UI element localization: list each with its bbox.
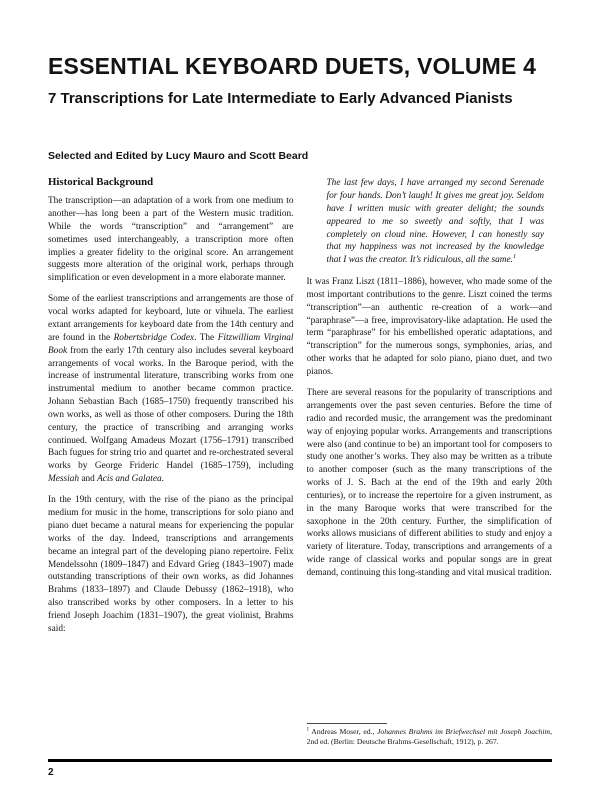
paragraph: In the 19th century, with the rise of the piano as the principal medium for music in the home, transcriptions for solo piano and piano duet became a natural means for experiencing the popular works of the day. Indeed, transcriptions and arrangements became an integral part of the developing piano repertoire. Felix Mendelssohn (1809–1847) and Edvard Grieg (1843–1907) made outstanding transcriptions of their own works, as did Johannes Brahms (1833–1897) and Claude Debussy (1862–1918), who also transcribed works by other composers. In a letter to his friend Joseph Joachim (1831–1907), the great violinist, Brahms said: — [48, 495, 294, 634]
byline: Selected and Edited by Lucy Mauro and Scott Beard — [48, 150, 309, 163]
page-title: ESSENTIAL KEYBOARD DUETS, VOLUME 4 — [48, 53, 537, 79]
paragraph: There are several reasons for the popularity of transcriptions and arrangements over the past seven centuries. Before the time of radio and recorded music, the arrangement was the predominant way of enjoying popular works. Arrangements and transcriptions were also (and continue to be) an important tool for composers to study one another’s works. They also may be written as a tribute to another composer (such as the many transcriptions of the works of J. S. Bach at the end of the 19th and early 20th centuries), or to increase the repertoire for a given instrument, as in the many Baroque works that were transcribed for the saxophone in the 20th century. Further, the simplification of works allows musicians of different abilities to study and enjoy a variety of literature. Today, transcriptions and arrangements of a wide range of classical works and popular songs are in great demand, continuing this long-standing and vital musical tradition. — [306, 388, 552, 578]
paragraph: It was Franz Liszt (1811–1886), however, who made some of the most important contributions to the genre. Liszt coined the terms “transcription”—an authentic re-creation of a work—and “paraphrase”—a free, improvisatory-like adaptation. He used the term “paraphrase” for his embellished operatic adaptations, and “transcription” for the numerous songs, symphonies, arias, and other works that he adapted for solo piano, piano duet, and two pianos. — [306, 277, 552, 377]
paragraph: The transcription—an adaptation of a work from one medium to another—has long been a part of the Western music tradition. While the words “transcription” and “arrangement” are sometimes used interchangeably, a transcription more often implies a greater fidelity to the original score. An arrangement suggests more alteration of the original work, perhaps through simplification or even development in a more elaborate manner. — [48, 196, 294, 284]
paragraph: Some of the earliest transcriptions and arrangements are those of vocal works adapted for keyboard, lute or vihuela. The earliest extant arrangements for keyboard date from the 14th century and are found in the Robertsbridge Codex. The Fitzwilliam Virginal Book from the early 17th century also includes several keyboard arrangements of vocal works. In the Baroque period, with the increase of instrumental literature, transcribing works from one instrumental medium to another became common practice. Johann Sebastian Bach (1685–1750) frequently transcribed his own works, as well as those of other composers. During the 18th century, the practice of transcribing and arranging works continued. Wolfgang Amadeus Mozart (1756–1791) transcribed Bach fugues for string trio and quartet and re-orchestrated several works by George Frideric Handel (1685–1759), including Messiah and Acis and Galatea. — [48, 294, 294, 485]
left-column — [48, 175, 294, 747]
footnote-block — [307, 715, 553, 747]
right-column — [307, 175, 553, 747]
footnote: $^1$ Andreas Moser, ed., Johannes Brahms im Briefwechsel mit Joseph Joachim, 2nd ed. (Berlin: Deutsche Brahms-Gesellschaft, 1912), p. 267. — [306, 726, 552, 747]
footnote-separator — [307, 723, 387, 724]
section-heading: Historical Background — [48, 176, 154, 189]
two-column-body — [48, 175, 552, 747]
block-quote: The last few days, I have arranged my second Serenade for four hands. Don’t laugh! It gives me great joy. Seldom have I written music with greater delight; the sounds appeared to me so sweetly and softly, that I was completely on cloud nine. However, I can honestly say that my happiness was not increased by the knowledge that I was the creator. It’s ridiculous, all the same.$^1$ — [326, 178, 544, 266]
footer-divider — [48, 759, 552, 762]
page-subtitle: 7 Transcriptions for Late Intermediate to Early Advanced Pianists — [48, 90, 513, 108]
page-footer — [48, 759, 552, 778]
page-number: 2 — [48, 767, 54, 778]
